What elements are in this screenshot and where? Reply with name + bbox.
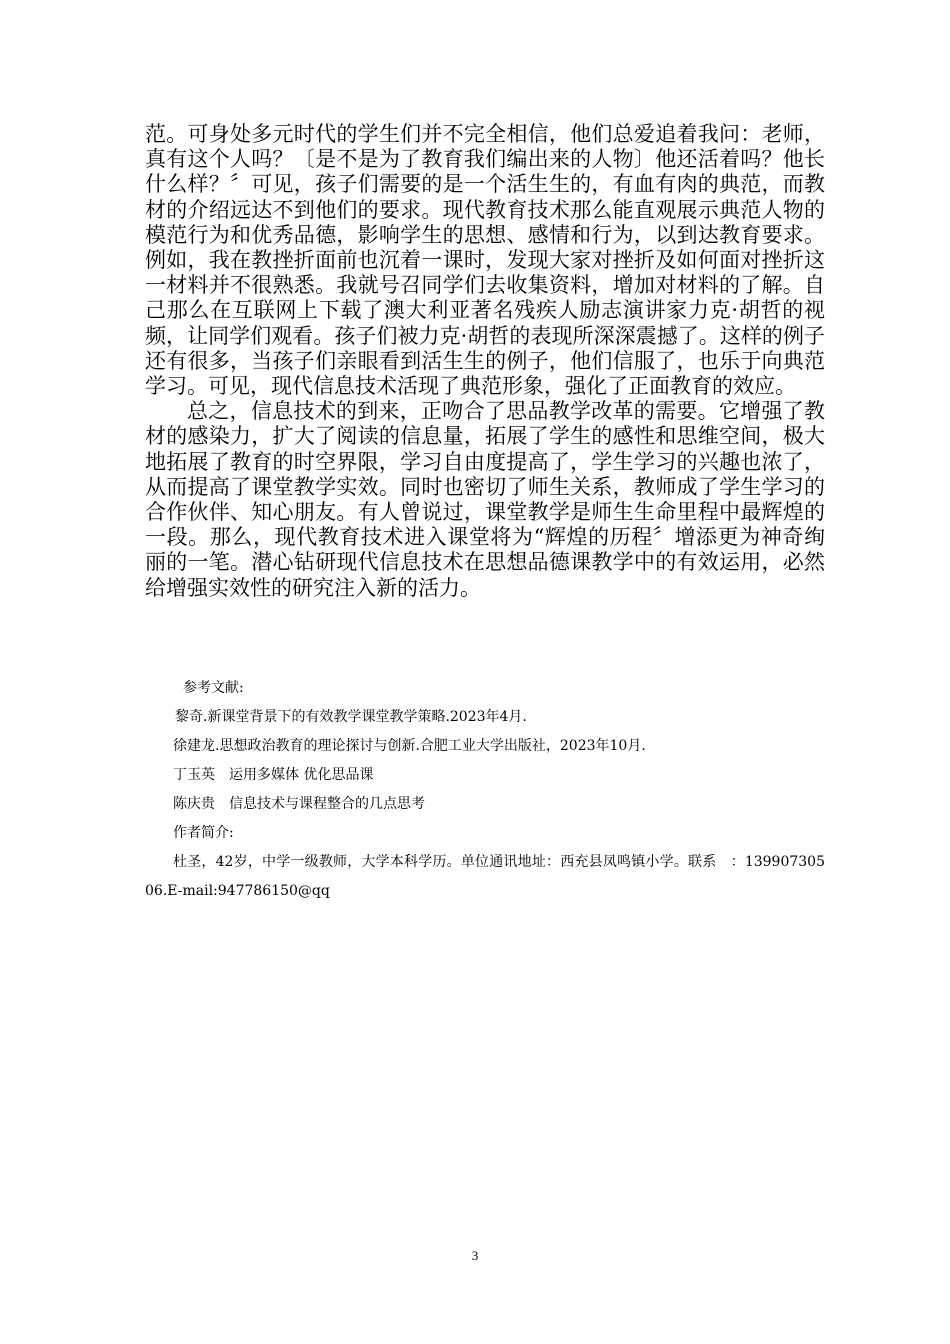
references-heading: 参考文献: [183, 680, 244, 696]
page-number: 3 [471, 1248, 479, 1263]
paragraph-conclusion: 总之，信息技术的到来，正吻合了思品教学改革的需要。它增强了教材的感染力，扩大了阅读的信息量，拓展了学生的感性和思维空间，极大地拓展了教育的时空界限，学习自由度提高了，学生学习的兴趣也浓了，从而提高了课堂教学实效。同时也密切了师生关系，教师成了学生学习的合作伙伴、知心朋友。有人曾说过，课堂教学是师生生命里程中最辉煌的一段。那么，现代教育技术进入课堂将为“辉煌的历程〞增添更为神奇绚丽的一笔。潜心钻研现代信息技术在思想品德课教学中的有效运用，必然给增强实效性的研究注入新的活力。 [145, 399, 825, 600]
paragraph-continuation: 范。可身处多元时代的学生们并不完全相信，他们总爱追着我问：老师，真有这个人吗？〔是不是为了教育我们编出来的人物〕他还活着吗？他长什么样？〞可见，孩子们需要的是一个活生生的，有血有肉的典范，而教材的介绍远达不到他们的要求。现代教育技术那么能直观展示典范人物的模范行为和优秀品德，影响学生的思想、感情和行为，以到达教育要求。例如，我在教挫折面前也沉着一课时，发现大家对挫折及如何面对挫折这一材料并不很熟悉。我就号召同学们去收集资料，增加对材料的了解。自己那么在互联网上下载了澳大利亚著名残疾人励志演讲家力克·胡哲的视频，让同学们观看。孩子们被力克·胡哲的表现所深深震撼了。这样的例子还有很多，当孩子们亲眼看到活生生的例子，他们信服了，也乐于向典范学习。可见，现代信息技术活现了典范形象，强化了正面教育的效应。 [145, 122, 825, 399]
references-section [145, 674, 825, 906]
reference-item: 黎奇.新课堂背景下的有效教学课堂教学策略.2023年4月. [175, 709, 527, 725]
reference-item: 陈庆贵 信息技术与课程整合的几点思考 [173, 796, 425, 812]
reference-item: 丁玉英 运用多媒体 优化思品课 [173, 767, 374, 783]
reference-item: 徐建龙.思想政治教育的理论探讨与创新.合肥工业大学出版社，2023年10月. [173, 738, 646, 754]
author-heading: 作者简介: [173, 825, 234, 841]
body-text [145, 122, 825, 601]
author-bio: 杜圣，42岁，中学一级教师，大学本科学历。单位通讯地址：西充县凤鸣镇小学。联系 ：13990730506.E-mail:947786150@qq [145, 854, 825, 899]
